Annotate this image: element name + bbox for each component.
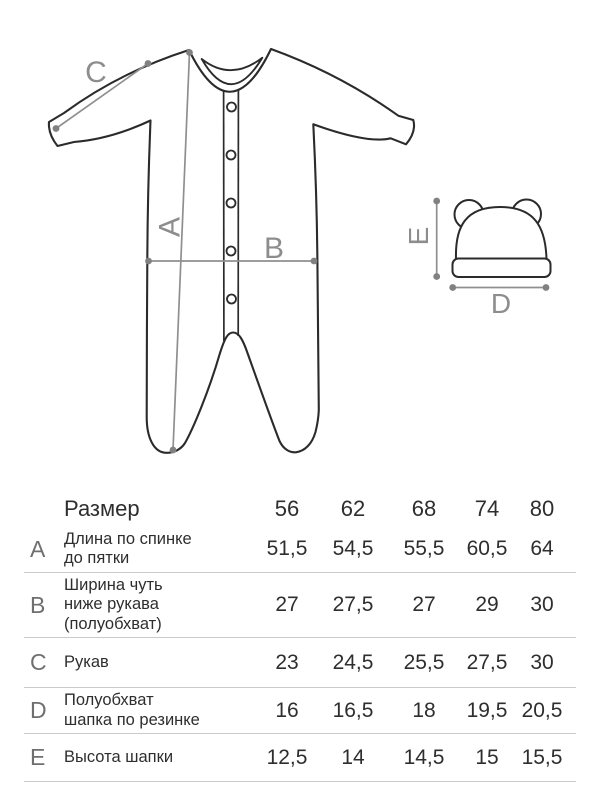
cell-value: 12,5 — [266, 745, 308, 769]
snap-button — [227, 247, 236, 256]
row-description — [64, 748, 256, 767]
cell-value: 27,5 — [332, 593, 374, 616]
description-line: до пятки — [64, 549, 130, 567]
description-line: Высота шапки — [64, 747, 174, 766]
cell-value: 51,5 — [266, 537, 308, 560]
header-size-56: 56 — [274, 496, 300, 521]
size-table — [0, 480, 600, 782]
cell-value: 27 — [275, 593, 299, 616]
onesie-drawing — [49, 49, 414, 453]
table-row-b — [24, 573, 576, 638]
measure-dot — [311, 258, 318, 265]
description-line: ниже рукава — [64, 595, 159, 614]
cell-value: 30 — [530, 650, 554, 674]
row-description — [64, 691, 256, 729]
cell-value: 19,5 — [466, 698, 508, 722]
cell-value: 54,5 — [332, 537, 374, 560]
cell-value: 29 — [475, 593, 499, 616]
row-letter: C — [30, 649, 47, 675]
header-size-label: Размер — [64, 496, 140, 521]
row-letter: A — [30, 535, 46, 562]
description-line: (полуобхват) — [64, 614, 162, 633]
header-size-80: 80 — [529, 496, 555, 521]
cell-value: 15 — [475, 745, 499, 769]
measure-dot — [186, 49, 193, 56]
cell-value: 16 — [275, 698, 299, 722]
header-size-62: 62 — [340, 496, 366, 521]
measure-dot — [145, 60, 152, 67]
measure-dot — [449, 284, 456, 291]
diagram-label-d: D — [490, 288, 512, 319]
measure-dot — [145, 258, 152, 265]
hat-brim — [453, 259, 551, 278]
diagram-label-b: B — [263, 232, 285, 265]
hat-drawing — [453, 200, 551, 278]
snap-button — [227, 151, 236, 160]
snap-button — [227, 103, 236, 112]
description-line: Длина по спинке — [64, 529, 192, 548]
cell-value: 55,5 — [403, 537, 445, 560]
table-row-d — [24, 688, 576, 734]
snap-button — [227, 199, 236, 208]
diagram-label-e: E — [403, 226, 434, 246]
measure-dot — [433, 273, 440, 280]
table-row-e — [24, 734, 576, 782]
row-letter: D — [30, 697, 47, 723]
cell-value: 24,5 — [332, 650, 374, 674]
table-header-row — [24, 492, 576, 526]
header-size-74: 74 — [474, 496, 500, 521]
cell-value: 30 — [530, 593, 554, 616]
cell-value: 27,5 — [466, 650, 508, 674]
cell-value: 20,5 — [521, 698, 563, 722]
cell-value: 23 — [275, 650, 299, 674]
cell-value: 64 — [530, 537, 554, 560]
cell-value: 25,5 — [403, 650, 445, 674]
row-description — [64, 653, 256, 672]
description-line: шапка по резинке — [64, 710, 200, 729]
measure-dot — [170, 447, 177, 454]
row-letter: B — [30, 591, 46, 618]
snap-button — [227, 295, 236, 304]
cell-value: 14 — [341, 745, 365, 769]
cell-value: 14,5 — [403, 745, 445, 769]
row-description — [64, 530, 256, 568]
measure-dot — [543, 284, 550, 291]
cell-value: 18 — [412, 698, 436, 722]
diagram-label-a: A — [153, 216, 187, 238]
measure-dot — [53, 125, 60, 132]
row-description — [64, 576, 256, 633]
measure-dot — [433, 198, 440, 205]
row-letter: E — [30, 744, 46, 770]
description-line: Полуобхват — [64, 691, 154, 710]
cell-value: 15,5 — [521, 745, 563, 769]
header-size-68: 68 — [411, 496, 437, 521]
description-line: Ширина чуть — [64, 576, 163, 595]
cell-value: 27 — [412, 593, 436, 616]
diagram-label-c: C — [85, 56, 107, 89]
description-line: Рукав — [64, 652, 109, 671]
cell-value: 60,5 — [466, 537, 508, 560]
table-row-c — [24, 638, 576, 688]
table-row-a — [24, 526, 576, 573]
cell-value: 16,5 — [332, 698, 374, 722]
